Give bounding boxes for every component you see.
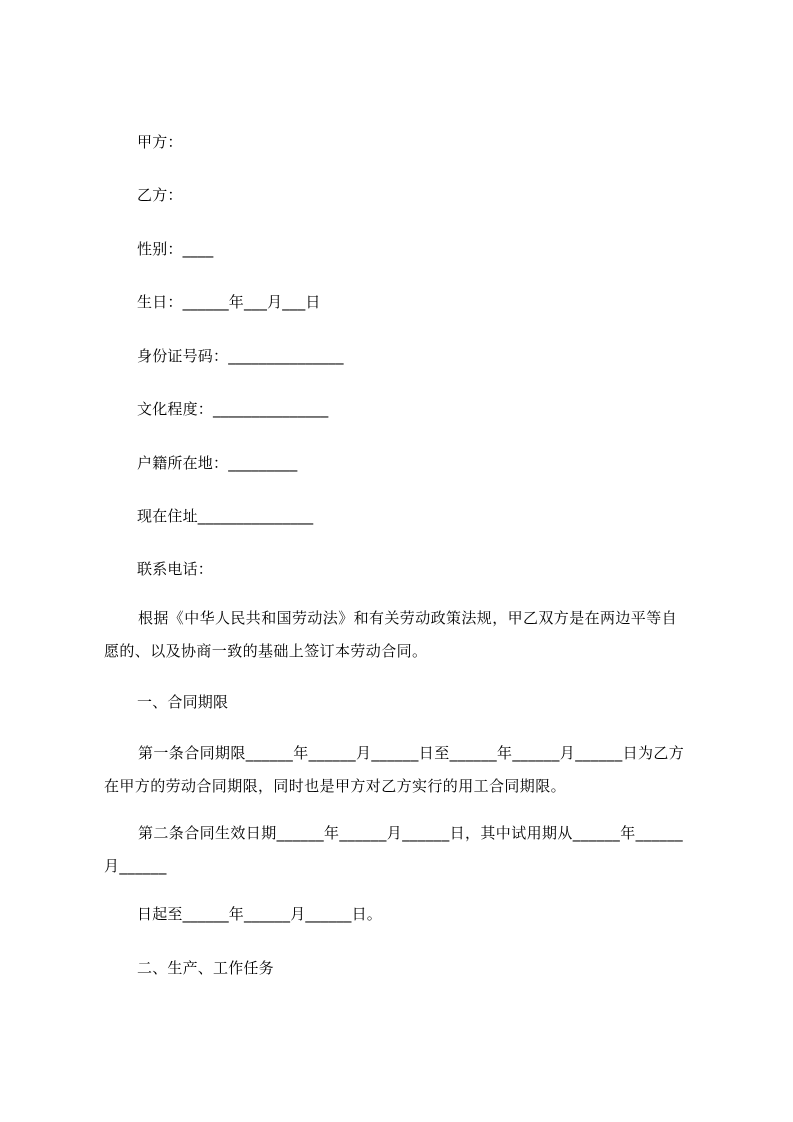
article-2-continuation: 日起至______年______月______日。 — [137, 905, 383, 923]
party-a-label: 甲方： — [137, 133, 183, 151]
article-1-line-1: 第一条合同期限______年______月______日至______年______月______日为乙方 — [138, 744, 685, 762]
birthday-field: 生日：______年___月___日 — [137, 293, 321, 311]
party-b-label: 乙方： — [137, 186, 183, 204]
education-field: 文化程度：_______________ — [137, 400, 329, 418]
article-1-paragraph — [104, 737, 704, 803]
id-number-field: 身份证号码：_______________ — [137, 347, 344, 365]
article-2-line-1: 第二条合同生效日期______年______月______日，其中试用期从______年______ — [138, 824, 684, 842]
intro-line-2: 愿的、以及协商一致的基础上签订本劳动合同。 — [104, 642, 428, 660]
article-2-line-2: 月______ — [104, 857, 167, 875]
section-2-title: 二、生产、工作任务 — [137, 959, 274, 977]
gender-field: 性别：____ — [137, 240, 214, 258]
phone-field: 联系电话： — [137, 560, 214, 578]
article-1-line-2: 在甲方的劳动合同期限，同时也是甲方对乙方实行的用工合同期限。 — [104, 777, 567, 795]
section-1-title: 一、合同期限 — [137, 693, 229, 711]
intro-line-1: 根据《中华人民共和国劳动法》和有关劳动政策法规，甲乙双方是在两边平等自 — [138, 609, 678, 627]
current-address-field: 现在住址_______________ — [137, 507, 314, 525]
intro-paragraph — [104, 602, 704, 668]
article-2-paragraph — [104, 817, 704, 883]
household-location-field: 户籍所在地：_________ — [137, 454, 298, 472]
